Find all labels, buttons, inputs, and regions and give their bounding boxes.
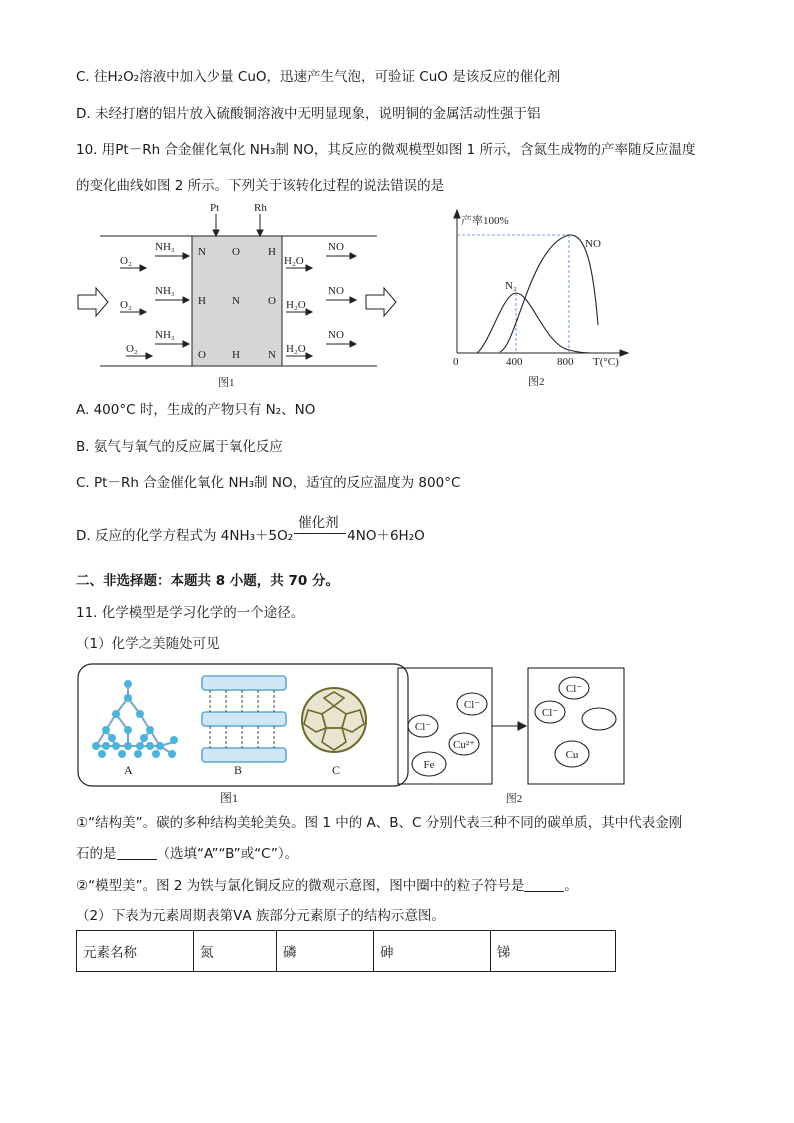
atom-label: N [232,295,240,307]
graphite-structure [202,676,286,762]
section2-title: 二、非选择题：本题共 8 小题，共 70 分。 [76,573,339,589]
ion-label: Cu [565,749,579,761]
catalyst-pt-label: Pt [210,202,220,214]
atom-label: O [268,295,276,307]
atom-label: N [198,246,206,258]
table-cell: 锑 [491,931,616,972]
atom-label: O [198,349,206,361]
no-label-1: NO [328,241,344,253]
figure1-label-a: A [124,763,133,777]
ion-label: Cl⁻ [541,707,559,719]
o2-label-3: O₂ [126,343,138,355]
figure2-ylabel: 产率100% [461,215,509,227]
q10-option-d-prefix: D. 反应的化学方程式为 4NH₃＋5O₂ [76,528,294,544]
q11-q2-line [76,876,578,896]
q11-stem: 11. 化学模型是学习化学的一个途径。 [76,605,305,621]
figure2-no-label: NO [585,238,601,250]
q10-option-d [76,515,425,546]
q11-q2-post: 。 [564,878,578,894]
nh3-label-1: NH₃ [155,241,175,253]
ion-label: Cl⁻ [565,683,583,695]
q11-q2-pre: ②“模型美”。图 2 为铁与氯化铜反应的微观示意图，图中圈中的粒子符号是 [76,878,525,894]
ion-label: Cl⁻ [414,721,432,733]
atom-label: H [232,349,240,361]
q10-option-d-suffix: 4NO＋6H₂O [347,528,425,544]
q9-option-d: D. 未经打磨的铝片放入硫酸铜溶液中无明显现象，说明铜的金属活动性强于铝 [76,106,541,122]
table-cell: 磷 [277,931,374,972]
ion-label: Fe [423,759,435,771]
nh3-label-3: NH₃ [155,329,175,341]
atom-label: H [268,246,276,258]
no-label-2: NO [328,285,344,297]
catalyst-rh-label: Rh [254,202,267,214]
q10-figure1 [70,200,410,395]
q11-q1-line2-post: （选填“A”“B”或“C”）。 [156,846,299,862]
q10-option-c: C. Pt－Rh 合金催化氧化 NH₃制 NO，适宜的反应温度为 800°C [76,475,461,491]
figure2-origin: 0 [453,356,459,368]
figure2-tick-800: 800 [557,356,574,368]
q11-part1: （1）化学之美随处可见 [76,636,220,652]
o2-label-2: O₂ [120,299,132,311]
figure1-label-c: C [332,763,341,777]
figure1-label-b: B [234,763,243,777]
q10-option-a: A. 400°C 时，生成的产物只有 N₂、NO [76,402,316,418]
h2o-label-3: H₂O [286,343,306,355]
atom-label: N [268,349,276,361]
h2o-label-1: H₂O [284,255,304,267]
q10-stem-line2: 的变化曲线如图 2 所示。下列关于该转化过程的说法错误的是 [76,178,445,194]
diamond-structure [92,680,178,758]
atom-label: O [232,246,240,258]
h2o-label-2: H₂O [286,299,306,311]
q11-figure1 [76,662,410,807]
q10-figure2 [445,205,645,390]
q10-stem-line1: 10. 用Pt－Rh 合金催化氧化 NH₃制 NO，其反应的微观模型如图 1 所示，含氮生成物的产率随反应温度 [76,142,696,158]
figure1-caption: 图1 [220,791,239,805]
q11-part2: （2）下表为元素周期表第ⅤA 族部分元素原子的结构示意图。 [76,908,445,924]
ion-label: Cu²⁺ [453,739,475,751]
q11-q1-line1: ①“结构美”。碳的多种结构美轮美奂。图 1 中的 A、B、C 分别代表三种不同的碳单质，其中代表金刚 [76,815,683,831]
c60-structure [302,688,366,752]
figure2-n2-label: N₂ [505,280,517,292]
figure2-tick-400: 400 [506,356,523,368]
table-cell: 氮 [194,931,277,972]
catalyst-label: 催化剂 [298,515,339,531]
figure2-xlabel: T(°C) [593,356,619,368]
table-cell: 砷 [374,931,491,972]
table-row [77,931,616,972]
figure2-caption: 图2 [528,376,545,388]
q10-option-b: B. 氨气与氧气的反应属于氧化反应 [76,439,283,455]
q9-option-c: C. 往H₂O₂溶液中加入少量 CuO，迅速产生气泡，可验证 CuO 是该反应的催化剂 [76,69,561,85]
catalyst-condition [294,515,346,534]
ion-label: Cl⁻ [463,699,481,711]
nh3-label-2: NH₃ [155,285,175,297]
figure1-caption: 图1 [218,377,235,389]
o2-label-1: O₂ [120,255,132,267]
q11-figure2 [396,666,636,809]
answer-blank[interactable] [524,877,564,892]
no-label-3: NO [328,329,344,341]
q11-q1-line2-pre: 石的是 [76,846,117,862]
atom-label: H [198,295,206,307]
q11-q1-line2 [76,844,298,864]
element-table [76,930,616,972]
table-cell: 元素名称 [77,931,194,972]
answer-blank[interactable] [117,845,157,860]
figure2-caption: 图2 [505,793,523,805]
